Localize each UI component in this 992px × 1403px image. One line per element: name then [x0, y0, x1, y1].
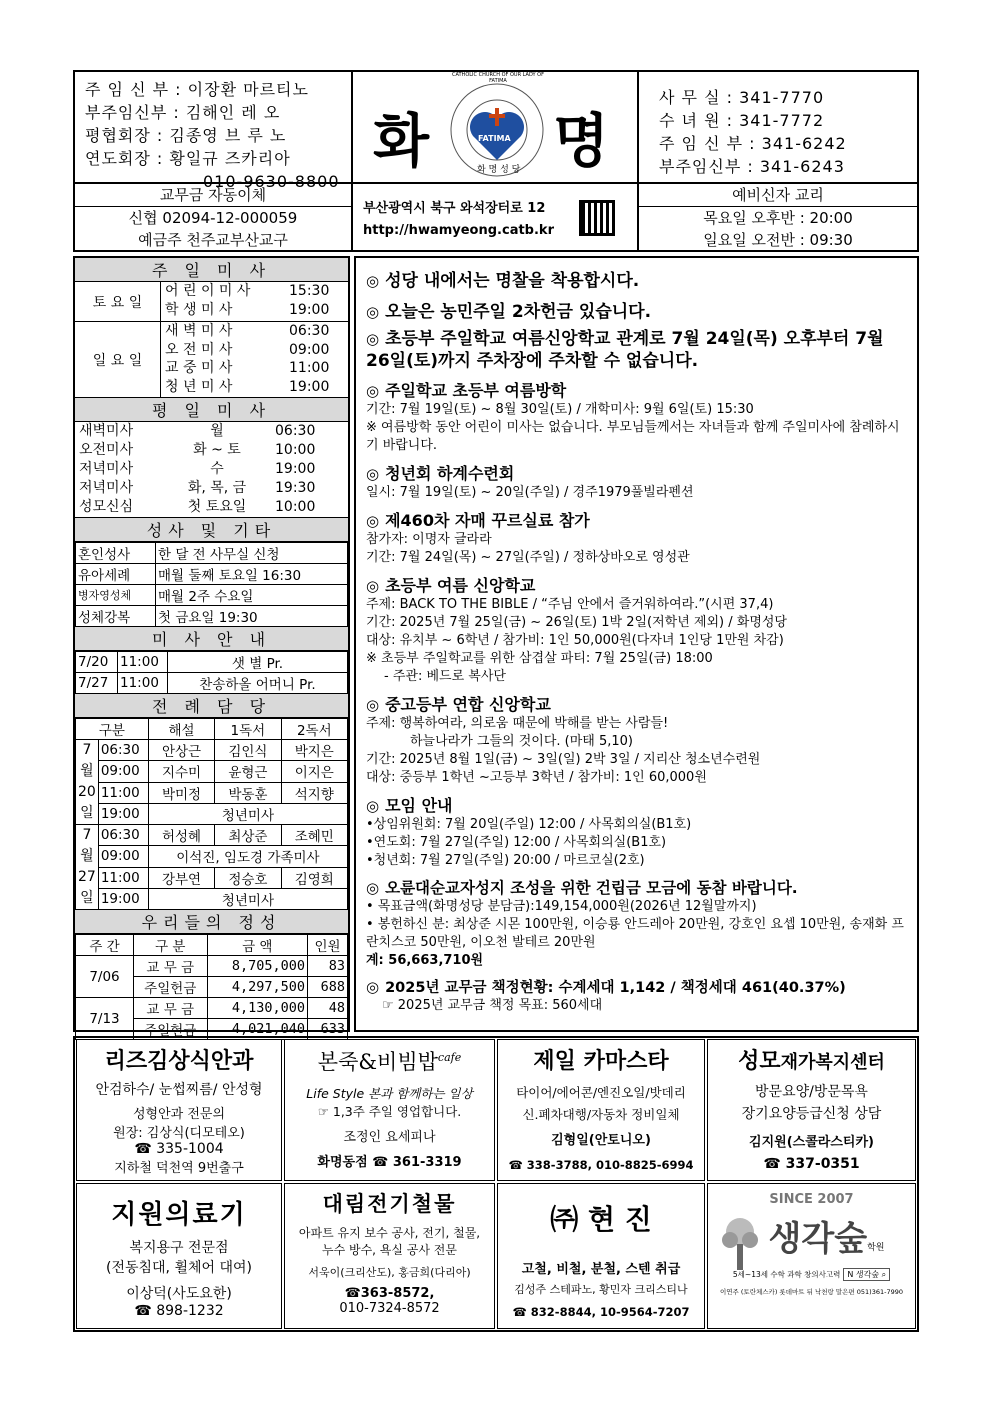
- catechumen-time: 목요일 오후반 : 20:00: [703, 209, 853, 227]
- table-row: 7/27 11:00 찬송하올 어머니 Pr.: [76, 673, 348, 694]
- ad-line: 성형안과 전문의: [132, 1107, 226, 1122]
- weekday-row: 성모신심 첫 토요일 10:00: [79, 499, 316, 515]
- table-row: 주일헌금 4,021,040 633: [76, 1019, 348, 1040]
- address: 부산광역시 북구 와석장터로 12: [363, 201, 546, 216]
- section-line: 기간: 2025년 7월 25일(금) ~ 26일(토) 1박 2일(저학년 제외) / 화명성당: [366, 615, 787, 630]
- ad-since: SINCE 2007: [769, 1192, 854, 1207]
- ad-medical-supply: [76, 1183, 282, 1329]
- ad-line: 김성주 스테파노, 황민자 크리스티나: [514, 1283, 688, 1296]
- ad-title: 제일 카마스타: [533, 1049, 669, 1074]
- ad-line: 아파트 유지 보수 공사, 전기, 철물,: [298, 1226, 481, 1240]
- contact-row: 수 녀 원 : 341-7772: [659, 111, 825, 130]
- ad-academy: [707, 1183, 916, 1329]
- ad-title: 본죽&비빔밥$^{cafe}$: [317, 1050, 462, 1074]
- ad-line: 김형일(안토니오): [551, 1133, 651, 1148]
- ad-bonjuk: [284, 1039, 495, 1181]
- section-line: 일시: 7월 19일(토) ~ 20일(주일) / 경주1979풀빌라펜션: [366, 485, 694, 500]
- catechumen-title: 예비신자 교리: [639, 184, 917, 207]
- logo-bottom-text: 화 명 성 당: [477, 165, 521, 175]
- ad-line: 고철, 비철, 분철, 스텐 취급: [521, 1262, 681, 1277]
- ad-phone: ☎ 898-1232: [134, 1303, 224, 1319]
- table-row: 유아세례 매월 둘째 토요일 16:30: [76, 564, 348, 585]
- table-header: 구분 해설 1독서 2독서: [76, 719, 348, 740]
- ad-line: 김지원(스콜라스티카): [749, 1135, 874, 1150]
- section-line: ※ 여름방학 동안 어린이 미사는 없습니다. 부모님들께서는 자녀들과 함께 주일미사에 참례하시기 바랍니다.: [366, 420, 900, 453]
- section-line: •연도회: 7월 27일(주일) 12:00 / 사목회의실(B1호): [366, 835, 667, 850]
- ad-line: 신.폐차대행/자동차 정비일체: [522, 1107, 680, 1122]
- liturgy-table: [75, 718, 348, 910]
- table-header: 주 간 구 분 금 액 인원: [76, 935, 348, 956]
- weekday-mass-title: 평 일 미 사: [75, 398, 348, 422]
- contact-row: 사 무 실 : 341-7770: [659, 88, 825, 107]
- mass-guide-table: [75, 651, 348, 694]
- table-row: 09:00 지수미 윤형근 이지은: [76, 761, 348, 782]
- weekday-row: 저녁미사 수 19:00: [79, 461, 316, 477]
- ad-line: 복지용구 전문점: [129, 1240, 229, 1256]
- notice-2: ◎ 오늘은 농민주일 2차헌금 있습니다.: [366, 302, 652, 322]
- saturday-mass: [75, 282, 348, 322]
- ad-line: 안검하수/ 눈썹찌름/ 안성형: [95, 1082, 263, 1098]
- mass-row: 교 중 미 사 11:00: [165, 360, 330, 376]
- weekday-row: 저녁미사 화, 목, 금 19:30: [79, 480, 316, 496]
- mass-guide-title: 미 사 안 내: [75, 627, 348, 651]
- donation-owner: 예금주 천주교부산교구: [138, 231, 288, 249]
- section-line: •상임위원회: 7월 20일(주일) 12:00 / 사목회의실(B1호): [366, 817, 692, 832]
- ad-line: 5세~13세 수학 과학 창의사고력 N 생각숲 ⌕: [708, 1268, 915, 1281]
- saturday-label: 토 요 일: [75, 282, 161, 321]
- title-right: 명: [553, 107, 610, 175]
- notice-3: ◎ 초등부 주일학교 여름신앙학교 관계로 7월 24일(목) 오후부터 7월 26일(토)까지 주차장에 주차할 수 없습니다.: [366, 329, 884, 371]
- website-link[interactable]: http://hwamyeong.catb.kr: [363, 223, 554, 238]
- table-row: 19:00 청년미사: [76, 803, 348, 824]
- donation-info: [75, 184, 351, 251]
- donation-account: 신협 02094-12-000059: [128, 209, 298, 227]
- section-title: ◎ 모임 안내: [366, 796, 453, 815]
- ad-line: ☞ 1,3주 주일 영업합니다.: [317, 1104, 462, 1119]
- ad-title: 대림전기철물: [322, 1192, 457, 1216]
- ad-phone: ☎363-8572,: [344, 1286, 435, 1301]
- ad-title: ㈜ 현 진: [550, 1203, 652, 1236]
- section-title: ◎ 주일학교 초등부 여름방학: [366, 381, 567, 400]
- left-column: [73, 256, 350, 1039]
- staff-row: 평협회장 : 김종영 브 루 노: [85, 126, 287, 145]
- table-row: 11:00 박미정 박동훈 석지향: [76, 782, 348, 803]
- table-row: 7 월 20 일 06:30 안상근 김인식 박지은: [76, 740, 348, 761]
- table-row: 11:00 강부연 정승호 김영희: [76, 867, 348, 888]
- sacraments-title: 성사 및 기타: [75, 518, 348, 542]
- table-row: 19:00 청년미사: [76, 888, 348, 909]
- catechumen-time: 일요일 오전반 : 09:30: [703, 231, 853, 249]
- staff-row: 연도회장 : 황일규 즈카리아: [85, 149, 291, 168]
- logo-center-text: FATIMA: [478, 134, 511, 143]
- section-line: 주제: BACK TO THE BIBLE / “주님 안에서 즐거워하여라.”(시편 37,4): [366, 597, 774, 612]
- staff-list: [85, 78, 355, 193]
- ad-line: (전동침대, 휠체어 대여): [106, 1260, 252, 1276]
- mass-row: 학 생 미 사 19:00: [165, 302, 330, 318]
- section-line: 대상: 중등부 1학년 ~고등부 3학년 / 참가비: 1인 60,000원: [366, 770, 707, 785]
- notices-column: [354, 256, 919, 1032]
- section-title: ◎ 중고등부 연합 신앙학교: [366, 695, 551, 714]
- ad-line: 방문요양/방문목욕: [755, 1084, 868, 1100]
- section-line: 하늘나라가 그들의 것이다. (마태 5,10): [410, 734, 634, 749]
- catechumen-info: [639, 184, 917, 251]
- contact-list: [659, 86, 919, 178]
- title-left: 화: [373, 107, 430, 175]
- ad-welfare-center: [707, 1039, 916, 1181]
- staff-row: 부주임신부 : 김해인 레 오: [85, 103, 281, 122]
- ad-phone: ☎ 338-3788, 010-8825-6994: [508, 1158, 694, 1172]
- weekday-mass: [75, 422, 348, 518]
- table-row: 성체강복 첫 금요일 19:30: [76, 606, 348, 627]
- notice-1: ◎ 성당 내에서는 명찰을 착용합시다.: [366, 271, 640, 291]
- ad-line: 장기요양등급신청 상담: [741, 1106, 882, 1122]
- ad-line: Life Style 본과 함께하는 일상: [306, 1086, 473, 1101]
- weekday-row: 오전미사 화 ~ 토 10:00: [79, 442, 316, 458]
- ad-line: 서욱이(크리산도), 홍금희(다리아): [308, 1266, 471, 1279]
- ad-phone: 010-7324-8572: [339, 1301, 440, 1316]
- table-row: 7 월 27 일 06:30 허성혜 최상준 조혜민: [76, 825, 348, 846]
- ad-eye-clinic: [76, 1039, 282, 1181]
- liturgy-title: 전 례 담 당: [75, 694, 348, 718]
- table-row: 병자영성체 매월 2주 수요일: [76, 585, 348, 606]
- ad-line: 원장: 김상식(디모테오): [113, 1126, 245, 1141]
- offering-title: 우리들의 정성: [75, 910, 348, 934]
- mass-row: 새 벽 미 사 06:30: [165, 323, 330, 339]
- ad-title: 리즈김상식안과: [104, 1049, 254, 1074]
- header-box: [73, 70, 919, 252]
- table-row: 혼인성사 한 달 전 사무실 신청: [76, 543, 348, 564]
- ad-phone: ☎ 335-1004: [134, 1141, 224, 1157]
- ad-hyunjin: [497, 1183, 705, 1329]
- section-line: 기간: 2025년 8월 1일(금) ~ 3일(일) 2박 3일 / 지리산 청소년수련원: [366, 752, 761, 767]
- contact-row: 주 임 신 부 : 341-6242: [659, 134, 847, 153]
- table-row: 7/06 교 무 금 8,705,000 83: [76, 956, 348, 977]
- section-line: 계: 56,663,710원: [366, 953, 484, 968]
- sunday-mass-title: 주 일 미 사: [75, 258, 348, 282]
- ad-phone: 화명동점 ☎ 361-3319: [317, 1155, 462, 1170]
- mass-row: 어 린 이 미 사 15:30: [165, 283, 330, 299]
- section-line: 주제: 행복하여라, 의로움 때문에 박해를 받는 사람들!: [366, 716, 669, 731]
- ad-phone: ☎ 337-0351: [763, 1156, 860, 1172]
- section-line: 참가자: 이명자 글라라: [366, 532, 492, 547]
- section-line: 대상: 유치부 ~ 6학년 / 참가비: 1인 50,000원(다자녀 1인당 1만원 차감): [366, 633, 784, 648]
- section-line: 기간: 7월 19일(토) ~ 8월 30일(토) / 개학미사: 9월 6일(토) 15:30: [366, 402, 754, 417]
- section-title: ◎ 청년회 하계수련회: [366, 464, 515, 483]
- tree-icon: [720, 1214, 760, 1272]
- sacraments-table: [75, 542, 348, 627]
- section-title: ◎ 초등부 여름 신앙학교: [366, 576, 536, 595]
- ad-title: 생각숲학원: [768, 1219, 885, 1259]
- contact-row: 부주임신부 : 341-6243: [659, 157, 845, 176]
- sunday-mass: [75, 322, 348, 398]
- section-line: • 목표금액(화명성당 분담금):149,154,000원(2026년 12월말까지): [366, 899, 757, 914]
- ad-line: 조정인 요세피나: [343, 1130, 436, 1145]
- section-line: ※ 초등부 주일학교를 위한 삼겹살 파티: 7월 25일(금) 18:00: [366, 651, 713, 666]
- section-line: 기간: 7월 24일(목) ~ 27일(주일) / 정하상바오로 영성관: [366, 550, 690, 565]
- table-row: 7/13 교 무 금 4,130,000 48: [76, 998, 348, 1019]
- staff-row: 주 임 신 부 : 이장환 마르티노: [85, 80, 309, 99]
- ad-line: 누수 방수, 욕실 공사 전문: [322, 1243, 457, 1257]
- mass-row: 오 전 미 사 09:00: [165, 341, 330, 358]
- ad-car-master: [497, 1039, 705, 1181]
- logo-ring-text: CATHOLIC CHURCH OF OUR LADY OF FATIMA: [451, 72, 544, 84]
- search-icon: ⌕: [881, 1270, 887, 1279]
- section-title: ◎ 오륜대순교자성지 조성을 위한 건립금 모금에 동참 바랍니다.: [366, 879, 798, 897]
- ad-title: 성모재가복지센터: [738, 1049, 885, 1074]
- ad-hardware: [284, 1183, 495, 1329]
- sunday-label: 일 요 일: [75, 322, 161, 397]
- ad-line: 지하철 덕천역 9번출구: [114, 1161, 244, 1176]
- weekday-row: 새벽미사 월 06:30: [79, 423, 316, 439]
- ad-title: 지원의료기: [111, 1200, 247, 1230]
- section-line: • 봉헌하신 분: 최상준 시몬 100만원, 이승룡 안드레아 20만원, 강호인 요셉 10만원, 송재화 프란치스코 50만원, 이오천 발테르 20만원: [366, 917, 904, 950]
- ad-line: 타이어/에어콘/엔진오일/밧데리: [516, 1085, 686, 1100]
- table-row: 09:00 이석진, 임도경 가족미사: [76, 846, 348, 867]
- ad-line: 이연주 (토란체스카) 롯데마트 뒤 낙천랑 말은편 051)361-7990: [719, 1288, 903, 1296]
- donation-title: 교무금 자동이체: [75, 184, 351, 207]
- section-line: ☞ 2025년 교무금 책정 목표: 560세대: [382, 998, 603, 1013]
- ad-line: 이상덕(사도요한): [126, 1286, 232, 1302]
- table-row: 7/20 11:00 샛 별 Pr.: [76, 652, 348, 673]
- search-box: N 생각숲 ⌕: [843, 1268, 890, 1281]
- mass-row: 청 년 미 사 19:00: [165, 378, 330, 395]
- section-title: ◎ 2025년 교무금 책정현황: 수계세대 1,142 / 책정세대 461(40.37%): [366, 978, 846, 996]
- qr-code: [579, 200, 615, 236]
- section-line: •청년회: 7월 27일(주일) 20:00 / 마르코실(2호): [366, 853, 645, 868]
- offering-table: [75, 934, 348, 1040]
- address-info: [363, 198, 563, 242]
- ad-phone: ☎ 832-8844, 10-9564-7207: [512, 1305, 690, 1319]
- section-title: ◎ 제460차 자매 꾸르실료 참가: [366, 511, 590, 530]
- table-row: 주일헌금 4,297,500 688: [76, 977, 348, 998]
- section-line: - 주관: 베드로 복사단: [384, 669, 506, 684]
